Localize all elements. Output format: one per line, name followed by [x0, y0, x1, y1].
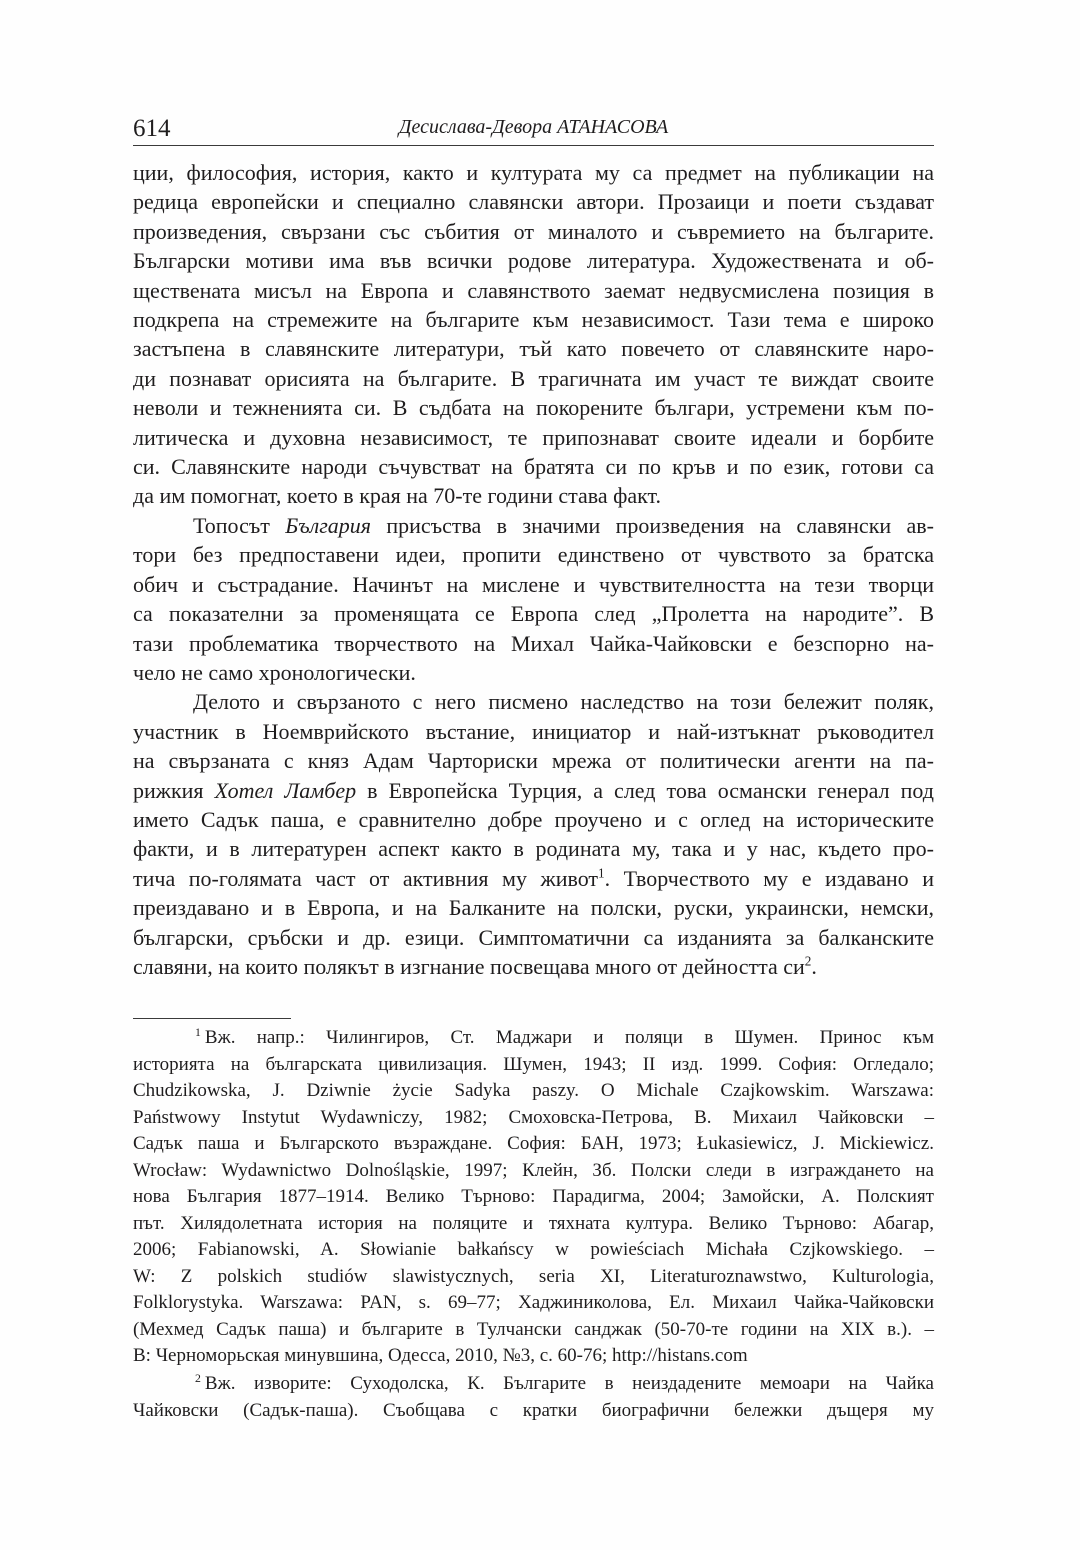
footnote-line: Państwowy Instytut Wydawniczy, 1982; Смоховска-Петрова, В. Михаил Чайковски – — [133, 1106, 934, 1128]
body-line: на свързаната с княз Адам Чарториски мрежа от политически агенти на па- — [133, 748, 934, 774]
body-line: преиздавано и в Европа, и на Балканите на полски, руски, украински, немски, — [133, 895, 934, 921]
line-text: присъства в значими произведения на славянски ав- — [371, 512, 934, 538]
body-line: ди познават орисията на българите. В трагичната им участ те виждат своите — [133, 365, 934, 391]
footnote-line: Folklorystyka. Warszawa: PAN, s. 69–77; Хаджиниколова, Ел. Михаил Чайка-Чайковски — [133, 1292, 934, 1313]
line-text: в Европейска Турция, а след това османски генерал под — [356, 777, 934, 803]
paragraph — [133, 511, 934, 687]
body-line: Делото и свързаното с него писмено наследство на този бележит поляк, — [193, 689, 934, 715]
body-line: произведения, свързани със събития от миналото и съвремието на българите. — [133, 218, 934, 244]
footnote-ref: 1 — [598, 865, 605, 881]
footnote — [133, 1025, 934, 1370]
running-head: Десислава-Девора АТАНАСОВА — [398, 116, 669, 138]
body-line — [133, 776, 934, 805]
body-line: тори без предпоставени идеи, пропити единствено от чувството за братска — [133, 542, 934, 568]
footnote-line: Chudzikowska, J. Dziwnie życie Sadyka paszy. O Michale Czajkowskim. Warszawa: — [133, 1080, 934, 1101]
paragraph — [133, 687, 934, 981]
footnote-line: път. Хилядолетната история на поляците и тяхната култура. Велико Търново: Абагар, — [133, 1212, 934, 1234]
body-line: си. Славянските народи съчувстват на братята си по кръв и по език, готови са — [133, 454, 934, 480]
page-number: 614 — [133, 115, 171, 142]
body-line: факти, и в литературен аспект както в родината му, така и у нас, където про- — [133, 836, 934, 862]
footnote-line: нова България 1877–1914. Велико Търново: Парадигма, 2004; Замойски, А. Полският — [133, 1186, 934, 1207]
body-line: застъпена в славянските литератури, тъй като повечето от славянските наро- — [133, 336, 934, 362]
header-rule — [133, 145, 934, 146]
italic-term: България — [285, 512, 372, 538]
body-line: чело не само хронологически. — [133, 659, 416, 685]
body-text — [133, 158, 934, 981]
footnote-line: Садък паша и Българското възраждане. София: БАН, 1973; Łukasiewicz, J. Mickiewicz. — [133, 1133, 934, 1154]
footnote-text: Вж. напр.: Чилингиров, Ст. Маджари и поляци в Шумен. Принос към — [204, 1027, 934, 1048]
body-line: редица европейски и специално славянски автори. Прозаици и поети създават — [133, 189, 934, 215]
line-text: . Творчеството му е издавано и — [604, 865, 934, 891]
body-line: да им помогнат, което в края на 70-те години става факт. — [133, 483, 662, 509]
footnote-text: Вж. изворите: Суходолска, К. Българите в неиздадените мемоари на Чайка — [204, 1373, 934, 1394]
line-text: тича по-голямата част от активния му живот — [133, 865, 599, 891]
footnote-line — [133, 1025, 934, 1052]
body-line — [133, 511, 934, 540]
line-text: рижкия — [133, 777, 215, 803]
footnote-ref: 2 — [804, 953, 812, 969]
body-line: участник в Ноемврийското въстание, инициатор и най-изтъкнат ръководител — [133, 718, 934, 744]
line-text: . — [811, 953, 817, 979]
body-line: подкрепа на стремежите на българите към независимост. Тази тема е широко — [133, 307, 934, 333]
footnote-separator — [133, 1018, 291, 1019]
footnote-line: Чайковски (Садък-паша). Съобщава с кратки биографични бележки дъщеря му — [133, 1399, 934, 1421]
body-line — [133, 864, 934, 893]
body-line: са показателни за променящата се Европа след „Пролетта на народите”. В — [133, 601, 934, 627]
footnote-line: W: Z polskich studiów slawistycznych, seria XI, Literaturoznawstwo, Kulturologia, — [133, 1265, 934, 1287]
footnote — [133, 1371, 934, 1424]
body-line: тази проблематика творчеството на Михал Чайка-Чайковски е безспорно на- — [133, 630, 934, 656]
body-line: името Садък паша, е сравнително добре проучено и с оглед на историческите — [133, 806, 934, 832]
body-line: обич и състрадание. Начинът на мислене и чувствителността на тези творци — [133, 571, 934, 597]
footnote-line: Wrocław: Wydawnictwo Dolnośląskie, 1997; Клейн, Зб. Полски следи в изграждането на — [133, 1159, 934, 1181]
body-line — [133, 952, 934, 981]
line-text: славяни, на които полякът в изгнание посвещава много от дейността си — [133, 953, 805, 979]
body-line: ции, философия, история, както и културата му са предмет на публикации на — [133, 160, 934, 185]
footnote-number: 1 — [195, 1025, 201, 1039]
footnote-number: 2 — [195, 1371, 201, 1385]
paragraph — [133, 158, 934, 511]
footnote-line — [133, 1371, 934, 1398]
body-line: ществената мисъл на Европа и славянството заемат недвусмислена позиция в — [133, 277, 934, 303]
body-line: български, сръбски и др. езици. Симптоматични са изданията за балканските — [133, 924, 934, 950]
italic-term: Хотел Ламбер — [214, 777, 357, 803]
footnote-line: 2006; Fabianowski, A. Słowianie bałkańscy w powieściach Michała Czjkowskiego. – — [133, 1239, 934, 1260]
line-text: Топосът — [193, 512, 286, 538]
footnote-line: (Мехмед Садък паша) и българите в Тулчански санджак (50-70-те години на XIX в.). – — [133, 1318, 934, 1340]
body-line: литическа и духовна независимост, те припознават своите идеали и борбите — [133, 424, 934, 450]
footnote-line: историята на българската цивилизация. Шумен, 1943; II изд. 1999. София: Огледало; — [133, 1053, 934, 1075]
body-line: неволи и тежненията си. В съдбата на покорените българи, устремени към по- — [133, 395, 934, 421]
body-line: Български мотиви има във всички родове литература. Художествената и об- — [133, 248, 934, 274]
footnote-line: В: Черноморьская минувшина, Одесса, 2010, №3, с. 60-76; http://histans.com — [133, 1345, 748, 1366]
